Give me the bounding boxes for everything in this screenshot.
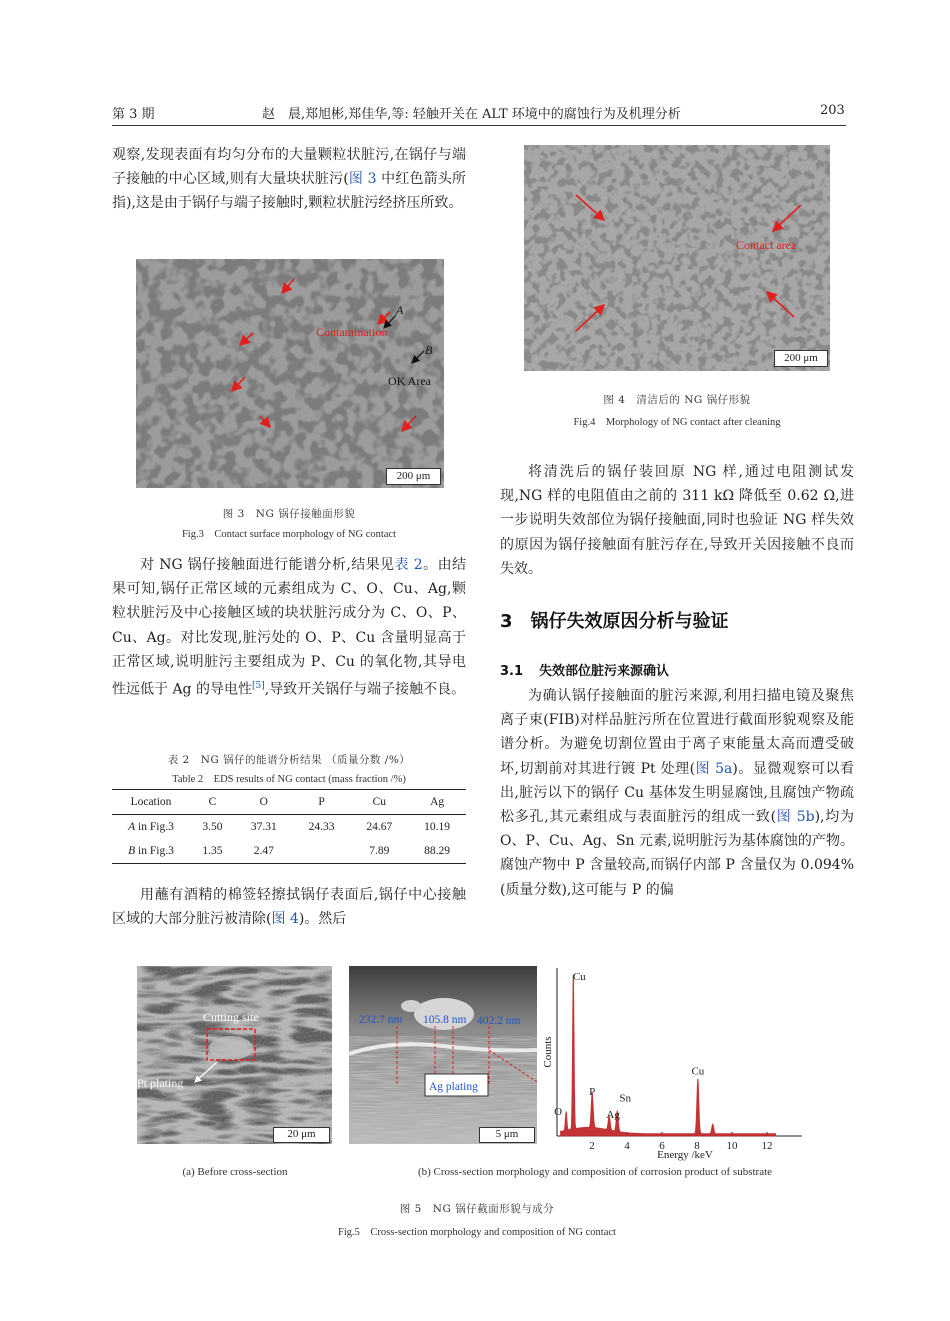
peak-label: P [589,1086,596,1099]
eds-table [112,789,466,864]
page-number: 203 [820,103,845,118]
paragraph-2: 对 NG 锅仔接触面进行能谱分析,结果见表 2。由结果可知,锅仔正常区域的元素组成为 C、O、Cu、Ag,颗粒状脏污及中心接触区域的块状脏污成分为 C、O、P、Cu、Ag。对比发现,脏污处的 O、P、Cu 含量明显高于正常区域,说明脏污主要组成为 P、Cu 的氧化物,其导电性远低于 Ag 的导电性[5],导致开关锅仔与端子接触不良。 [112,557,467,698]
scale-bar: 200 μm [386,468,441,485]
label-a: A [396,303,404,317]
fig4-link[interactable]: 图 4 [271,911,299,928]
label-cutting-site: Cutting site [203,1010,259,1024]
figure-5b-svg [349,966,537,1144]
fig5-caption-en: Fig.5 Cross-section morphology and composition of NG contact [338,1227,616,1238]
spectrum-series [561,975,776,1136]
fig5b-link[interactable]: 图 5b [776,809,815,826]
fig3-link[interactable]: 图 3 [348,171,377,188]
table-row: B in Fig.3 1.35 2.47 7.89 88.29 [112,839,466,864]
scale-bar: 200 μm [774,350,828,367]
paragraph-3: 用蘸有酒精的棉签轻擦拭锅仔表面后,锅仔中心接触区域的大部分脏污被清除(图 4)。然后 [112,887,466,928]
x-tick-label: 4 [624,1140,630,1152]
fig3-caption-en: Fig.3 Contact surface morphology of NG contact [181,529,397,540]
col-c: C [208,796,217,808]
x-tick-label: 2 [589,1140,595,1152]
figure-3-svg [136,259,444,488]
col-cu: Cu [372,796,387,808]
x-tick-label: 12 [761,1140,773,1152]
label-b: B [425,343,433,357]
y-axis-label: Counts [542,1036,554,1068]
eds-spectrum-chart [537,960,807,1165]
eds-spectrum-svg [537,960,807,1165]
peak-label: O [554,1106,563,1119]
peak-label: Ag [606,1108,620,1121]
measure-232: 232.7 nm [359,1014,403,1026]
fig5b-caption: (b) Cross-section morphology and composition of corrosion product of substrate [417,1166,773,1178]
figure-3-sem-image [136,259,444,488]
peak-label: Sn [619,1092,632,1105]
col-location: Location [130,796,172,808]
fig5a-link[interactable]: 图 5a [695,760,733,777]
header-rule [112,125,846,126]
paragraph-1: 观察,发现表面有均匀分布的大量颗粒状脏污,在锅仔与端子接触的中心区域,则有大量块状脏污(图 3 中红色箭头所指),这是由于锅仔与端子接触时,颗粒状脏污经挤压所致。 [112,147,466,212]
fig4-caption-en: Fig.4 Morphology of NG contact after cleaning [573,417,781,428]
figure-4-svg [524,145,830,371]
running-title: 赵 晨,郑旭彬,郑佳华,等: 轻触开关在 ALT 环境中的腐蚀行为及机理分析 [262,107,681,122]
label-pt-plating: Pt plating [137,1076,184,1090]
x-tick-label: 10 [726,1140,738,1152]
peak-label: Cu [691,1065,705,1078]
journal-issue: 第 3 期 [112,107,155,122]
x-axis-label: Energy /keV [657,1149,713,1161]
figure-5a-sem-image [137,966,332,1144]
fig5a-caption: (a) Before cross-section [182,1166,288,1178]
section-heading: 3 锅仔失效原因分析与验证 [500,611,729,632]
col-o: O [259,796,268,808]
figure-5b-sem-image [349,966,537,1144]
paragraph-4: 将清洗后的锅仔装回原 NG 样,通过电阻测试发现,NG 样的电阻值由之前的 311 kΩ 降低至 0.62 Ω,进一步说明失效部位为锅仔接触面,同时也验证 NG 样失效的原因为锅仔接触面有脏污存在,导致开关因接触不良而失效。 [500,464,854,577]
figure-5a-svg [137,966,332,1144]
scale-bar: 20 μm [273,1127,330,1143]
label-contamination: Contamination [316,325,388,339]
col-ag: Ag [430,796,445,808]
peak-label: Cu [572,971,586,983]
label-contact-area: Contact area [736,238,797,252]
table2-link[interactable]: 表 2 [394,557,423,573]
fig5-caption-cn: 图 5 NG 锅仔截面形貌与成分 [399,1203,555,1215]
ref-5-link[interactable]: [5] [251,681,265,692]
measure-105: 105.8 nm [423,1014,467,1026]
table2-caption-en: Table 2 EDS results of NG contact (mass fraction /%) [172,774,406,785]
table2-caption-cn: 表 2 NG 锅仔的能谱分析结果 （质量分数 /%） [167,754,411,766]
table-header-row [112,790,466,815]
col-p: P [318,796,325,808]
figure-4-sem-image [524,145,830,371]
label-ag-plating: Ag plating [429,1081,478,1093]
fig4-caption-cn: 图 4 清洁后的 NG 锅仔形貌 [603,394,751,406]
measure-402: 402.2 nm [477,1015,521,1027]
scale-bar: 5 μm [479,1127,535,1143]
label-ok-area: OK Area [388,374,431,388]
x-tick-label: 6 [659,1140,665,1152]
subsection-heading: 3.1 失效部位脏污来源确认 [500,664,670,679]
table-row: A in Fig.3 3.50 37.31 24.33 24.67 10.19 [128,821,451,833]
fig3-caption-cn: 图 3 NG 锅仔接触面形貌 [222,508,356,520]
paragraph-5: 为确认锅仔接触面的脏污来源,利用扫描电镜及聚焦离子束(FIB)对样品脏污所在位置进行截面形貌观察及能谱分析。为避免切割位置由于离子束能量太高而遭受破坏,切割前对其进行镀 Pt 处理(图 5a)。显微观察可以看出,脏污以下的锅仔 Cu 基体发生明显腐蚀,且腐蚀产物疏松多孔,其元素组成与表面脏污的组成一致(图 5b),均为 O、P、Cu、Ag、Sn 元素,说明脏污为基体腐蚀的产物。腐蚀产物中 P 含量较高,而锅仔内部 P 含量仅为 0.094%(质量分数),这可能与 P 的偏 [500,688,854,898]
x-tick-label: 8 [694,1140,700,1152]
